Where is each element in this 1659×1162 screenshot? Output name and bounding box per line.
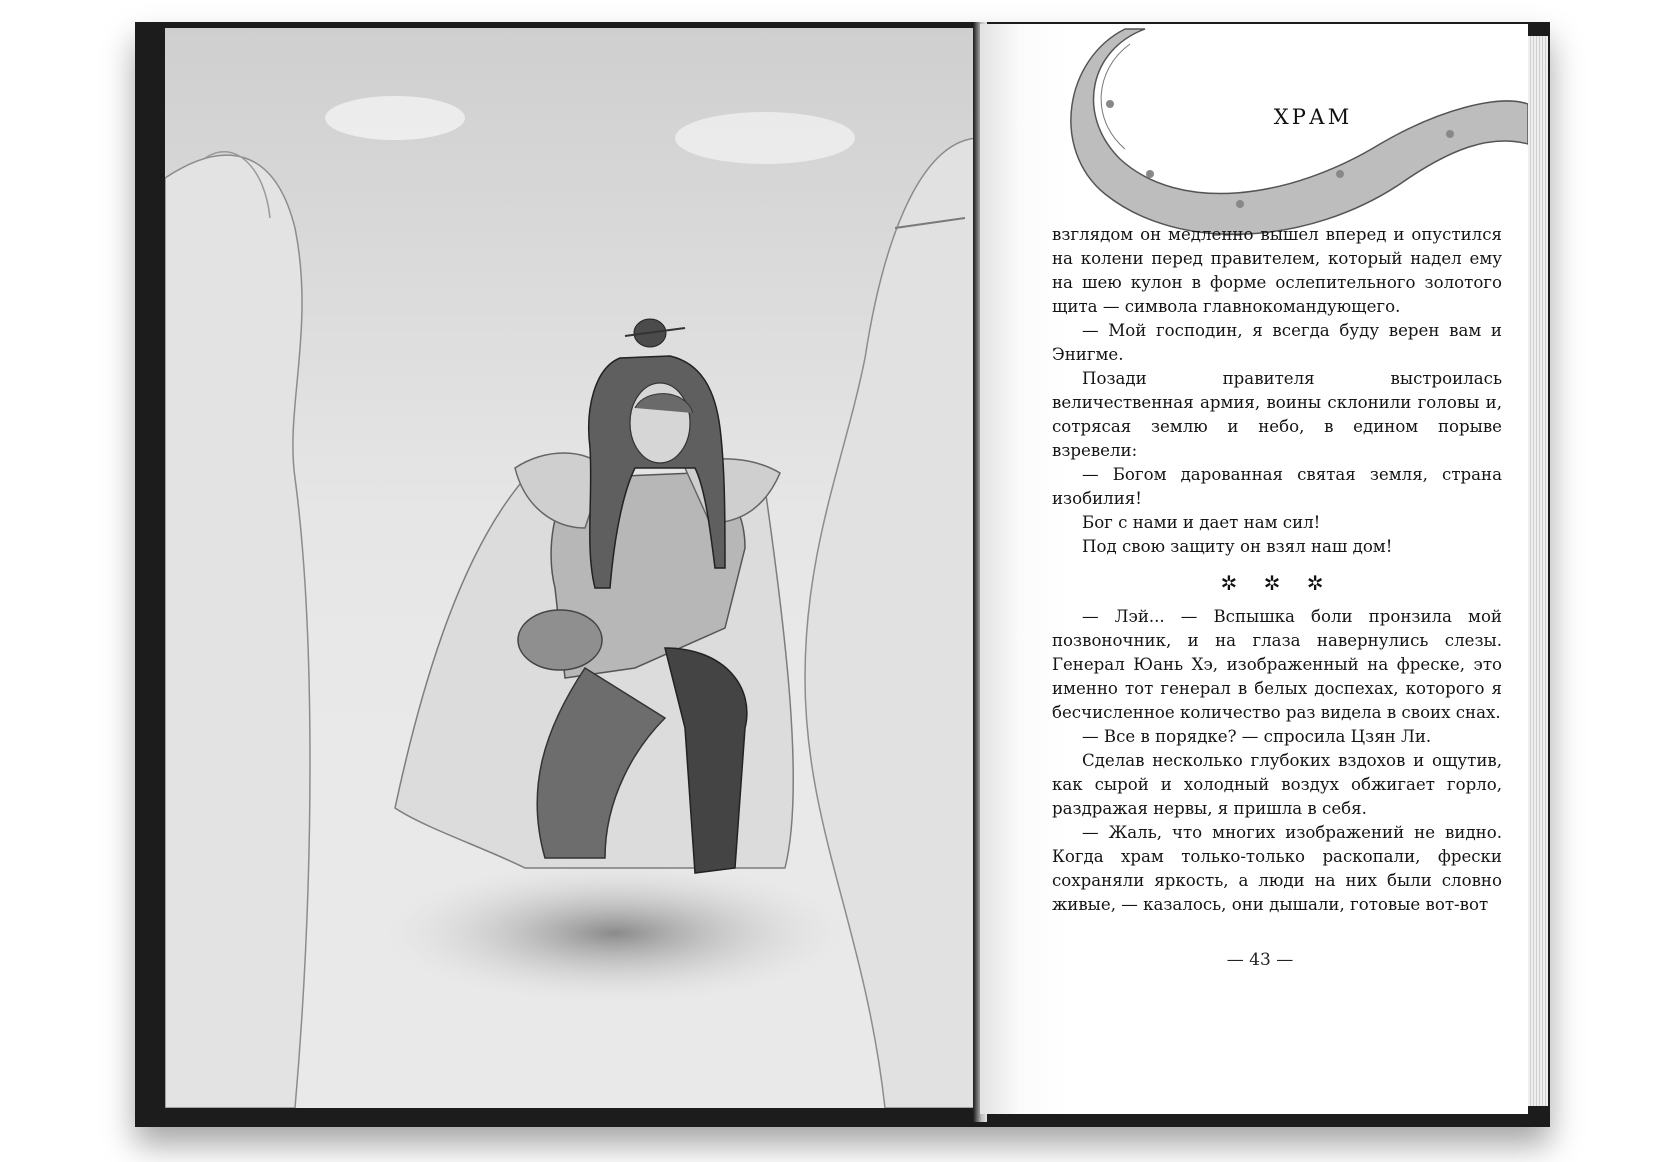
kneeling-general-illustration [165,28,980,1108]
running-head: ХРАМ [1273,105,1353,129]
body-text [1052,223,1502,917]
paragraph-5: Под свою защиту он взял наш дом! [1082,537,1393,556]
left-page-illustration [165,28,980,1108]
section-break-asterism: ✲ ✲ ✲ [1220,571,1334,595]
paragraph-3: — Богом дарованная святая земля, страна изобилия! [1052,465,1502,508]
page-edges [1528,36,1548,1106]
paragraph-9: — Жаль, что многих изображений не видно. Когда храм только-только раскопали, фрески сохраняли яркость, а люди на них были словно живые, — казалось, они дышали, готовые вот-вот [1052,823,1502,914]
page-number: — 43 — [1226,950,1294,970]
paragraph-6: — Лэй... — Вспышка боли пронзила мой позвоночник, и на глаза навернулись слезы. Генерал Юань Хэ, изображенный на фреске, это именно тот генерал в белых доспехах, которого я бесчисленное количество раз видела в своих снах. [1052,607,1502,722]
paragraph-1: — Мой господин, я всегда буду верен вам и Энигме. [1052,321,1502,364]
paragraph-7: — Все в порядке? — спросила Цзян Ли. [1082,727,1432,746]
paragraph-0: взглядом он медленно вышел вперед и опустился на колени перед правителем, который надел ему на шею кулон в форме ослепительного золотого щита — символа главнокомандующего. [1052,225,1502,316]
paragraph-4: Бог с нами и дает нам сил! [1082,513,1321,532]
paragraph-2: Позади правителя выстроилась величественная армия, воины склонили головы и, сотрясая землю и небо, в едином порыве взревели: [1052,369,1502,460]
right-page [980,24,1528,1114]
paragraph-8: Сделав несколько глубоких вздохов и ощутив, как сырой и холодный воздух обжигает горло, раздражая нервы, я пришла в себя. [1052,751,1502,818]
open-book [135,22,1550,1127]
